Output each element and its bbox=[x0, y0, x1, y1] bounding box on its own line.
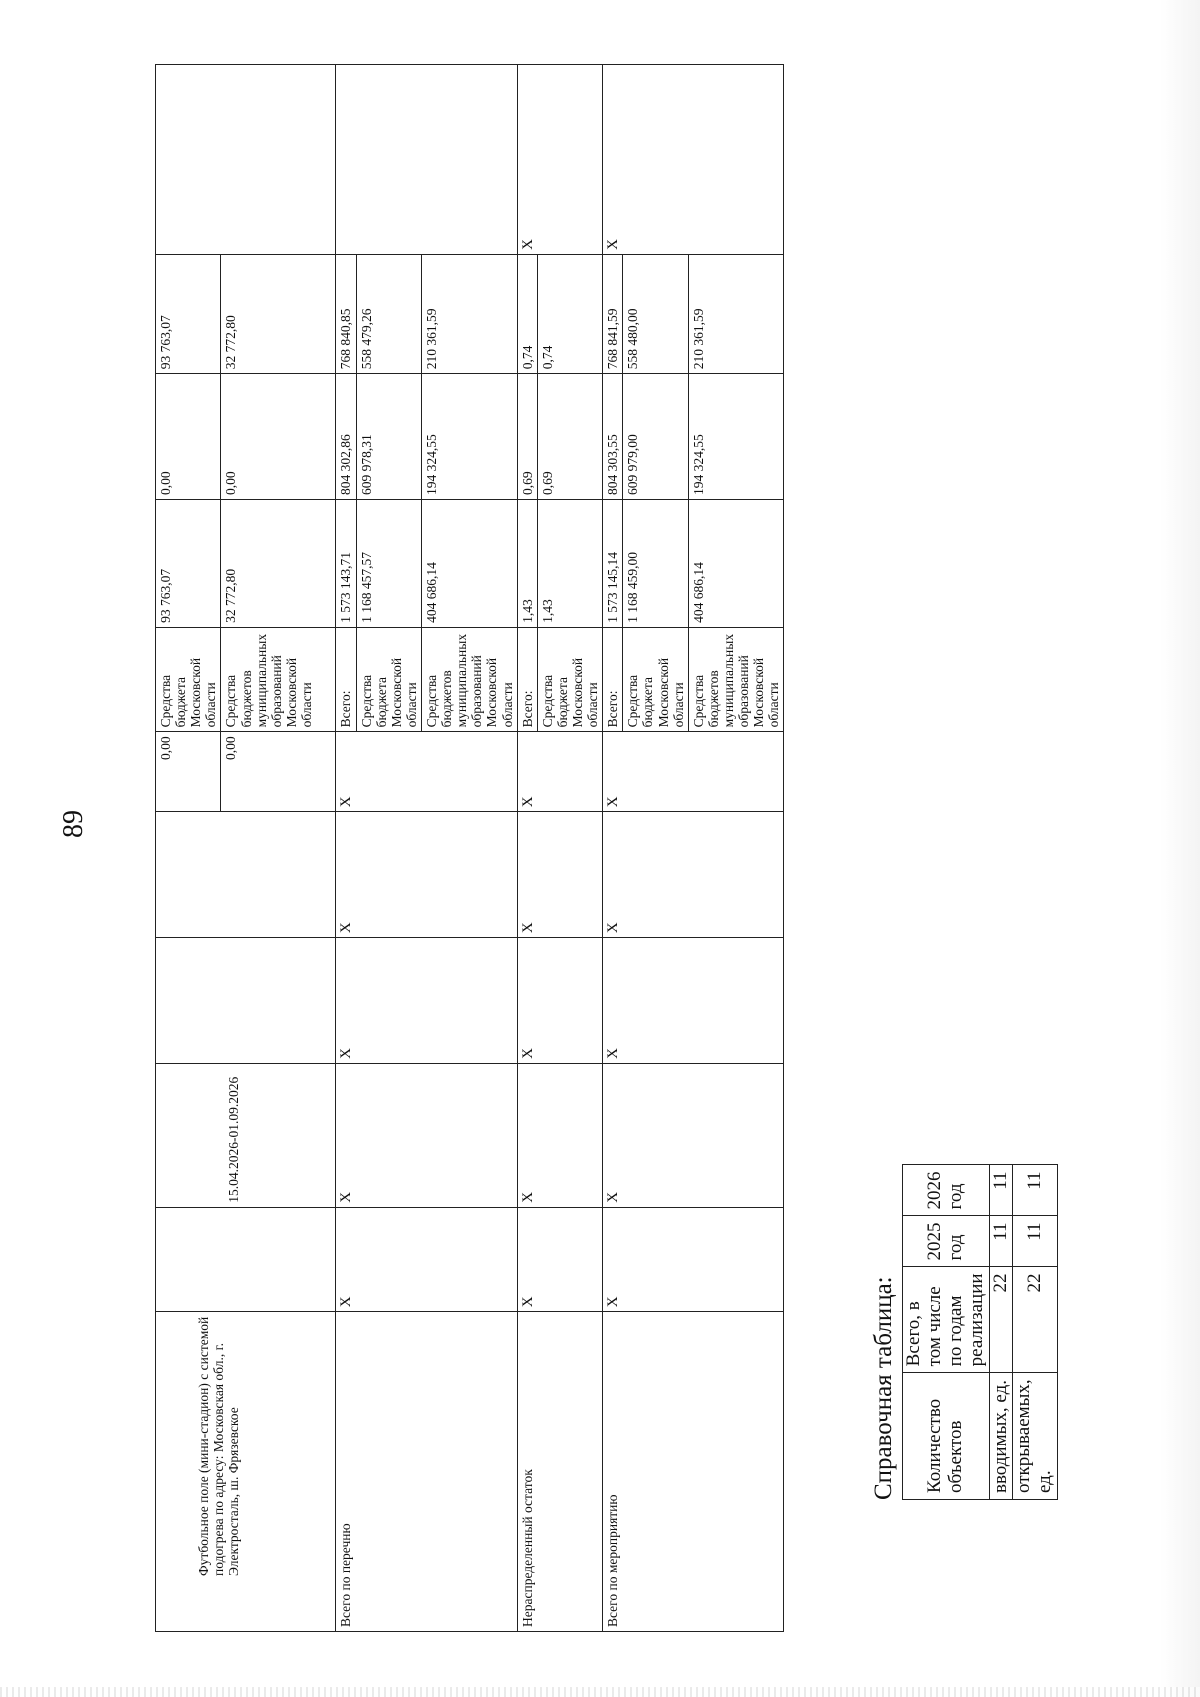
scan-edge-noise bbox=[1160, 0, 1200, 1697]
table-row: вводимых, ед. 22 11 11 bbox=[989, 1165, 1013, 1500]
table-row: открываемых, ед. 22 11 11 bbox=[1013, 1165, 1058, 1500]
total-cell: 93 763,07 bbox=[156, 500, 221, 628]
table-row: 0,00 Средства бюджетов муниципальных образований Московской области 32 772,80 0,00 32 772,80 bbox=[221, 65, 336, 1632]
table-row: Всего по мероприятию X X X X X Всего: 1 573 145,14 804 303,55 768 841,59 X bbox=[603, 65, 623, 1632]
table-row: Средства бюджета Московской области 1,43 0,69 0,74 bbox=[537, 65, 602, 1632]
table-row: Всего по перечню X X X X X Всего: 1 573 143,71 804 302,86 768 840,85 bbox=[336, 65, 356, 1632]
table-row: Средства бюджетов муниципальных образований Московской области 404 686,14 194 324,55 210 361,59 bbox=[421, 65, 517, 1632]
total-list-label: Всего по перечню bbox=[338, 1523, 354, 1627]
table-row: Футбольное поле (мини-стадион) с системой подогрева по адресу: Московская обл., г. Электросталь, ш. Фрязевское 15.04.2026-01.09.2026 0,00 Средства бюджета Московской области 93 763,07 0,00 93 763,07 bbox=[156, 65, 221, 1632]
table-row: Средства бюджетов муниципальных образований Московской области 404 686,14 194 324,55 210 361,59 bbox=[688, 65, 784, 1632]
reference-table-block bbox=[870, 1164, 1058, 1500]
object-name: Футбольное поле (мини-стадион) с системой подогрева по адресу: Московская обл., г. Электросталь, ш. Фрязевское bbox=[196, 1316, 242, 1576]
object-name-cell bbox=[156, 1312, 336, 1632]
remainder-label: Нераспределенный остаток bbox=[519, 1469, 535, 1627]
table-header-row: Количество объектов Всего, в том числе по годам реализации 2025 год 2026 год bbox=[903, 1165, 990, 1500]
table-row: Средства бюджета Московской области 1 168 459,00 609 979,00 558 480,00 bbox=[623, 65, 688, 1632]
budget-table bbox=[155, 64, 784, 1632]
dates: 15.04.2026-01.09.2026 bbox=[226, 1076, 241, 1203]
total-event-label: Всего по мероприятию bbox=[605, 1494, 621, 1627]
scan-bottom-noise bbox=[0, 1687, 1200, 1697]
page-number: 89 bbox=[58, 810, 89, 838]
reference-table bbox=[902, 1164, 1058, 1500]
main-table-wrapper bbox=[155, 64, 860, 1632]
source-cell: Средства бюджета Московской области bbox=[156, 627, 221, 731]
table-row: Средства бюджета Московской области 1 168 457,57 609 978,31 558 479,26 bbox=[356, 65, 421, 1632]
reference-title: Справочная таблица: bbox=[870, 1276, 897, 1500]
table-row: Нераспределенный остаток X X X X X Всего: 1,43 0,69 0,74 X bbox=[517, 65, 537, 1632]
zero-cell: 0,00 bbox=[156, 732, 221, 812]
